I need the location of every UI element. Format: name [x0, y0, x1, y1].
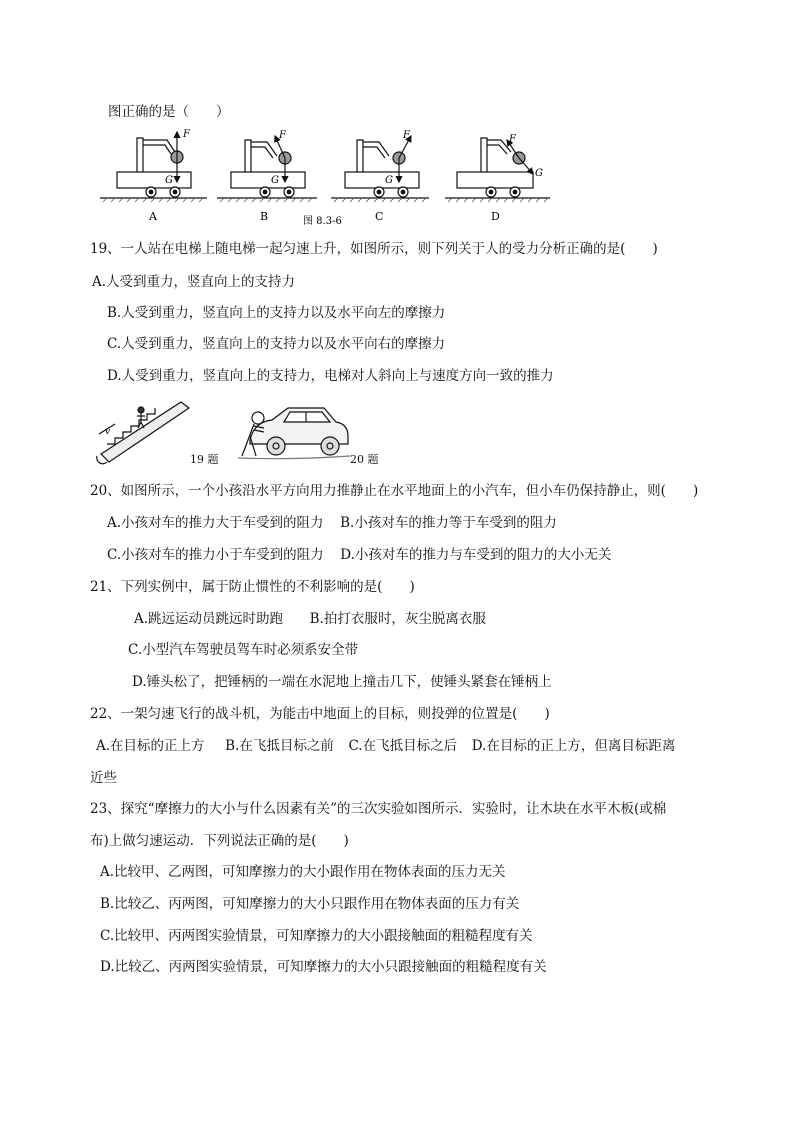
q20-option-d: D.小孩对车的推力与车受到的阻力的大小无关	[340, 547, 612, 563]
q22-option-d: D.在目标的正上方，但离目标距离	[471, 738, 676, 754]
q23-option-b: B.比较乙、丙两图，可知摩擦力的大小只跟作用在物体表面的压力有关	[100, 896, 520, 912]
q21-option-d: D.锤头松了，把锤柄的一端在水泥地上撞击几下，使锤头紧套在锤柄上	[132, 674, 552, 690]
velocity-label: v	[105, 427, 111, 437]
label-g-c: G	[385, 175, 393, 186]
q20-option-a: A.小孩对车的推力大于车受到的阻力	[107, 515, 324, 531]
option-d-label: D	[491, 210, 500, 223]
q23-option-c: C.比较甲、丙两图实验情景，可知摩擦力的大小跟接触面的粗糙程度有关	[100, 928, 533, 944]
q19-option-a: A.人受到重力，竖直向上的支持力	[92, 274, 296, 290]
figure-caption: 图 8.3-6	[303, 216, 342, 227]
label-f-a: F	[183, 129, 190, 140]
q20-option-c: C.小孩对车的推力小于车受到的阻力	[107, 547, 324, 563]
q20-options-row-2	[107, 546, 611, 564]
q20-stem: 20、如图所示，一个小孩沿水平方向用力推静止在水平地面上的小汽车，但小车仍保持静止，则( )	[90, 483, 699, 499]
q21-stem: 21、下列实例中，属于防止惯性的不利影响的是( )	[90, 579, 415, 595]
cart-b	[231, 136, 305, 197]
q23-option-d: D.比较乙、丙两图实验情景，可知摩擦力的大小只跟接触面的粗糙程度有关	[100, 959, 547, 975]
q19-stem: 19、一人站在电梯上随电梯一起匀速上升，如图所示，则下列关于人的受力分析正确的是( )	[90, 241, 658, 257]
option-c-label: C	[375, 210, 384, 223]
q20-car-figure	[232, 396, 352, 466]
label-f-b: F	[279, 130, 286, 141]
q20-option-b: B.小孩对车的推力等于车受到的阻力	[340, 515, 557, 531]
q20-fig-label: 20 题	[350, 453, 379, 466]
q19-option-b: B.人受到重力，竖直向上的支持力以及水平向左的摩擦力	[107, 305, 446, 321]
q22-option-b: B.在飞抵目标之前	[225, 738, 334, 754]
label-f-d: F	[509, 134, 516, 145]
cart-c	[345, 136, 419, 197]
q18-figure	[95, 122, 565, 230]
q22-option-d-cont: 近些	[90, 770, 117, 786]
q21-option-c: C.小型汽车驾驶员驾车时必须系安全带	[128, 642, 359, 658]
q23-option-a: A.比较甲、乙两图，可知摩擦力的大小跟作用在物体表面的压力无关	[100, 864, 506, 880]
q23-stem-line1: 23、探究“摩擦力的大小与什么因素有关”的三次实验如图所示．实验时，让木块在水平木板(或棉	[90, 801, 667, 817]
q19-option-c: C.人受到重力，竖直向上的支持力以及水平向右的摩擦力	[107, 336, 446, 352]
q18-stem-tail: 图正确的是（ ）	[108, 104, 230, 120]
label-g-b: G	[271, 175, 279, 186]
q19-option-d: D.人受到重力，竖直向上的支持力，电梯对人斜向上与速度方向一致的推力	[107, 368, 554, 384]
q21-option-b: B.拍打衣服时，灰尘脱离衣服	[309, 611, 486, 627]
label-f-c: F	[403, 130, 410, 141]
label-g-d: G	[535, 168, 543, 179]
cart-a	[117, 132, 191, 197]
q22-options-row	[96, 737, 675, 755]
label-g-a: G	[165, 175, 173, 186]
q23-stem-line2: 布)上做匀速运动．下列说法正确的是( )	[90, 833, 349, 849]
cart-d	[457, 138, 533, 197]
option-b-label: B	[260, 210, 269, 223]
q21-option-a: A.跳远运动员跳远时助跑	[134, 611, 284, 627]
q19-fig-label: 19 题	[190, 453, 219, 466]
q21-options-row-1	[134, 610, 486, 628]
q22-stem: 22、一架匀速飞行的战斗机，为能击中地面上的目标，则投弹的位置是( )	[90, 706, 550, 722]
q20-options-row-1	[107, 514, 557, 532]
q22-option-a: A.在目标的正上方	[96, 738, 205, 754]
q19-escalator-figure	[93, 394, 195, 466]
option-a-label: A	[149, 210, 157, 223]
q22-option-c: C.在飞抵目标之后	[348, 738, 458, 754]
